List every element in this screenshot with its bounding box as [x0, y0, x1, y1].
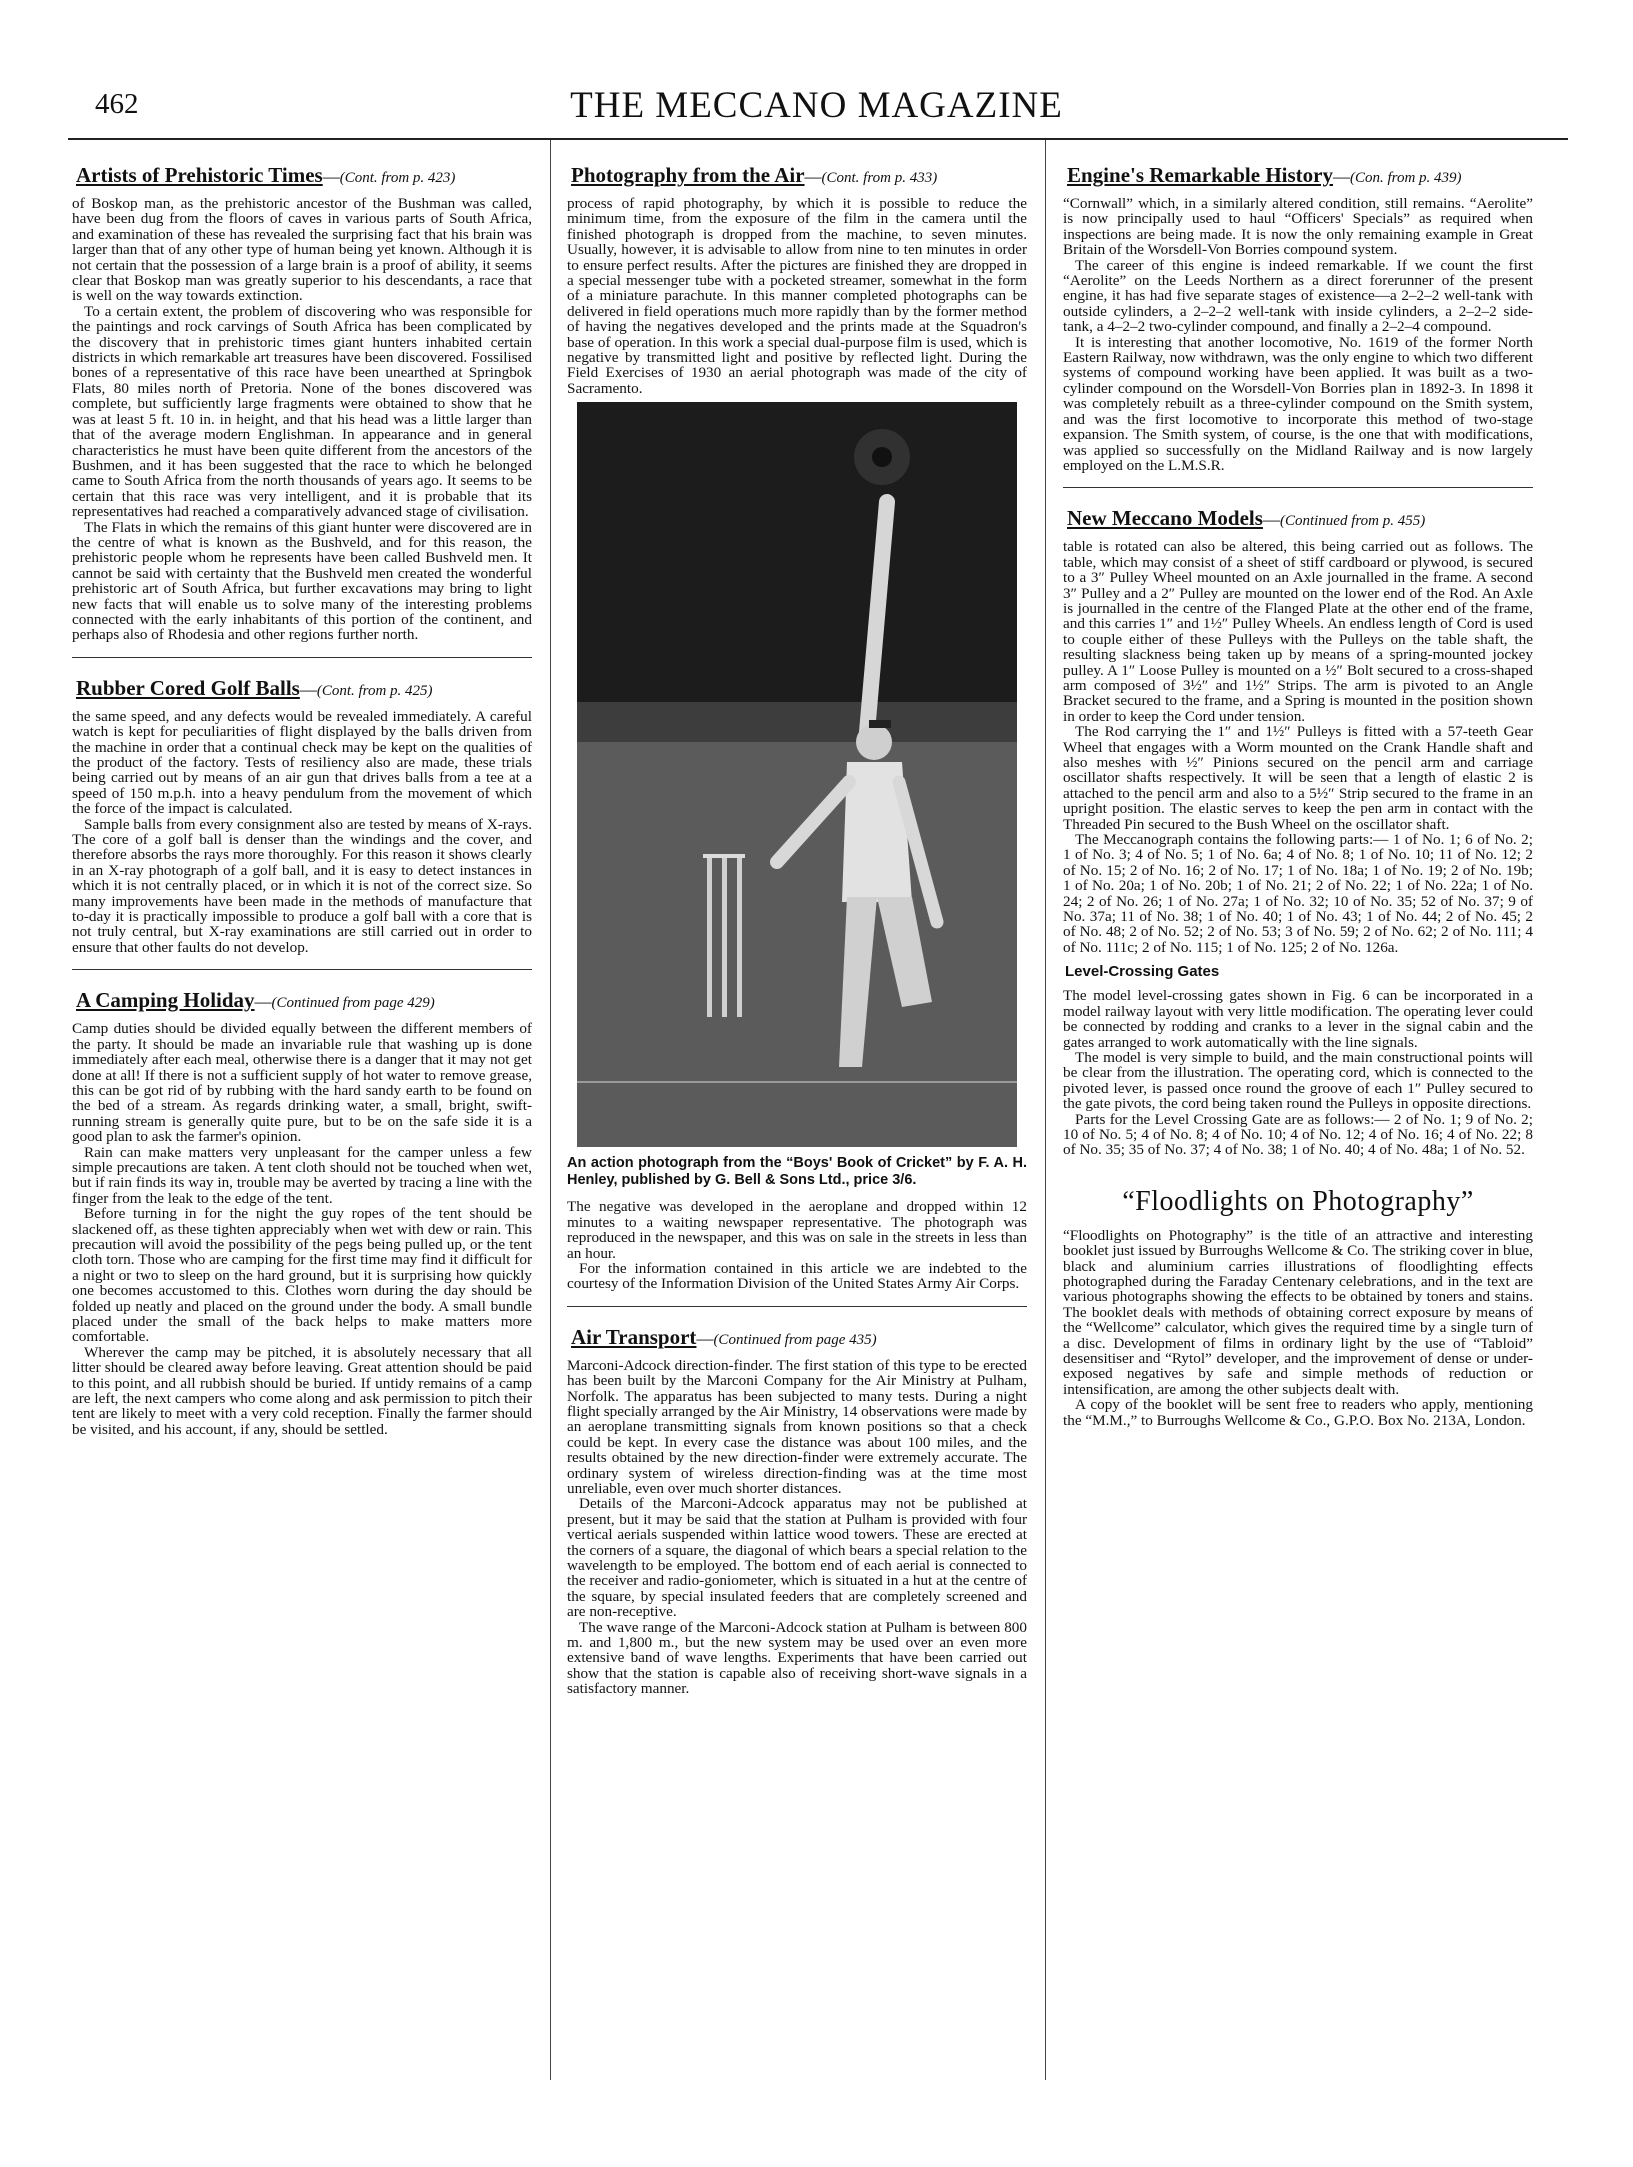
paragraph: Details of the Marconi-Adcock apparatus may not be published at present, but it may be said that the station at Pulham is provided with four vertical aerials suspended within lattice wood towers. These are erected at the corners of a square, the diagonal of which bears a special relation to the wavelength to be employed. The bottom end of each aerial is connected to the receiver and radio-goniometer, which is situated in a hut at the centre of the square, by special insulated feeders that are completely screened and are non-receptive. [567, 1495, 1027, 1621]
paragraph: The wave range of the Marconi-Adcock station at Pulham is between 800 m. and 1,800 m., but the new system may be used over an even more extensive band of wave lengths. Experiments that have been carried out show that the station is capable also of receiving short-wave signals in a satisfactory manner. [567, 1618, 1027, 1698]
paragraph: Before turning in for the night the guy ropes of the tent should be slackened off, as these tighten appreciably when wet with dew or rain. This precaution will avoid the possibility of the pegs being pulled up, or the tent cloth torn. Those who are camping for the first time may find it difficult for a night or two to sleep on the hard ground, but it is surprising how quickly one becomes accustomed to this. Clothes worn during the day should be folded up neatly and placed on the ground under the body. A small bundle placed under the small of the back helps to make matters more comfortable. [72, 1205, 532, 1346]
article-title: Engine's Remarkable History—(Con. from p. 439) [1067, 163, 1462, 187]
article-body [72, 1021, 532, 1437]
article-title: “Floodlights on Photography” [1122, 1185, 1474, 1217]
article-body [1063, 1228, 1533, 1428]
magazine-title: THE MECCANO MAGAZINE [570, 85, 1063, 126]
article-body [1063, 196, 1533, 473]
paragraph: The negative was developed in the aeroplane and dropped within 12 minutes to a waiting newspaper representative. The photograph was reproduced in the newspaper, and this was on sale in the streets in less than an hour. [567, 1198, 1027, 1262]
article-title: Rubber Cored Golf Balls—(Cont. from p. 425) [76, 675, 433, 700]
paragraph: The career of this engine is indeed remarkable. If we count the first “Aerolite” on the Leeds Northern as a direct forerunner of the present engine, it has had five separate stages of existence—a 2–2–2 well-tank with outside cylinders, a 2–2–2 well-tank with inside cylinders, a 2–2–2 side-tank, a 4–2–2 two-cylinder compound, and finally a 2–2–4 compound. [1063, 256, 1533, 336]
photo-caption: An action photograph from the “Boys' Book of Cricket” by F. A. H. Henley, published by G. Bell & Sons Ltd., price 3/6. [567, 1155, 1027, 1189]
paragraph: A copy of the booklet will be sent free to readers who apply, mentioning the “M.M.,” to Burroughs Wellcome & Co., G.P.O. Box No. 213A, London. [1063, 1396, 1533, 1429]
paragraph: For the information contained in this article we are indebted to the courtesy of the Information Division of the United States Army Air Corps. [567, 1259, 1027, 1293]
article-golf-balls [72, 676, 532, 971]
column-middle [567, 145, 1027, 2075]
masthead-rule [68, 138, 1568, 140]
page-number: 462 [95, 88, 139, 120]
article-body [1063, 539, 1533, 955]
section-rule [1063, 487, 1533, 488]
cricket-bowler-photo [577, 402, 1017, 1147]
article-artists-prehistoric [72, 163, 532, 658]
article-title: Photography from the Air—(Cont. from p. 433) [571, 163, 938, 187]
paragraph: It is interesting that another locomotive, No. 1619 of the former North Eastern Railway, now withdrawn, was the only engine to which two different systems of compound working have been applied. It was built as a two-cylinder compound on the Worsdell-Von Borries plan in 1892-3. In 1898 it was completely rebuilt as a three-cylinder compound on the Smith system, and was the first locomotive to incorporate this method of two-stage expansion. The Smith system, of course, is the one that with modifications, was applied so successfully on the Midland Railway and is now largely employed on the L.M.S.R. [1063, 333, 1533, 474]
article-body [72, 709, 532, 956]
paragraph: Marconi-Adcock direction-finder. The first station of this type to be erected has been built by the Marconi Company for the Air Ministry at Pulham, Norfolk. The apparatus has been subjected to many tests. During a night flight specially arranged by the Air Ministry, 14 observations were made by an aeroplane transmitting signals from known positions so that a check could be kept. In every case the distance was about 100 miles, and the results obtained by the new direction-finder were extremely accurate. The ordinary system of wireless direction-finding was at the time most unreliable, even over much shorter distances. [567, 1356, 1027, 1497]
article-air-transport [567, 1325, 1027, 1697]
paragraph: Parts for the Level Crossing Gate are as follows:— 2 of No. 1; 9 of No. 2; 10 of No. 5; 4 of No. 8; 4 of No. 10; 4 of No. 12; 4 of No. 16; 4 of No. 22; 8 of No. 35; 35 of No. 37; 4 of No. 38; 1 of No. 40; 4 of No. 48a; 1 of No. 52. [1063, 1110, 1533, 1159]
paragraph: “Cornwall” which, in a similarly altered condition, still remains. “Aerolite” is now principally used to haul “Officers' Specials” as required when inspections are being made. It is now the only remaining example in Great Britain of the Worsdell-Von Borries compound system. [1063, 195, 1533, 259]
photo-illustration [577, 402, 1017, 1147]
paragraph: Camp duties should be divided equally between the different members of the party. It should be made an invariable rule that washing up is done immediately after each meal, otherwise there is a danger that it may not get done at all! If there is not a sufficient supply of hot water to remove grease, this can be got rid of by rubbing with the hard sandy earth to be found on the bed of a stream. As regards drinking water, a small, bright, swift-running stream is generally quite pure, but to be on the safe side it is a good plan to ask the farmer's opinion. [72, 1020, 532, 1146]
article-photography-from-air [567, 163, 1027, 1307]
article-title: Air Transport—(Continued from page 435) [571, 1324, 877, 1349]
article-floodlights [1063, 1186, 1533, 1428]
paragraph: The Flats in which the remains of this giant hunter were discovered are in the centre of what is known as the Bushveld, and for this reason, the prehistoric people whom he represents have been called Bushveld men. It cannot be said with certainty that the Bushveld men created the wonderful prehistoric art of South Africa, but further excavations may bring to light new facts that will enable us to solve many of the interesting problems connected with the early inhabitants of this portion of the continent, and perhaps also of Rhodesia and other regions further north. [72, 518, 532, 644]
paragraph: the same speed, and any defects would be revealed immediately. A careful watch is kept for peculiarities of flight displayed by the balls driven from the machine in order that a continual check may be kept on the qualities of the product of the factory. Tests of resiliency also are made, these trials being carried out by means of an air gun that drives balls from a tee at a speed of 150 m.p.h. into a heavy pendulum from the movement of which the force of the impact is calculated. [72, 707, 532, 818]
article-body [72, 196, 532, 643]
paragraph: Rain can make matters very unpleasant for the camper unless a few simple precautions are taken. A tent cloth should not be touched when wet, but if rain finds its way in, trouble may be averted by tracing a line with the finger from the leak to the edge of the tent. [72, 1143, 532, 1207]
article-title: Artists of Prehistoric Times—(Cont. from p. 423) [76, 163, 456, 187]
article-engine-history [1063, 163, 1533, 488]
paragraph: The Rod carrying the 1″ and 1½″ Pulleys is fitted with a 57-teeth Gear Wheel that engages with a Worm mounted on the Crank Handle shaft and also meshes with ½″ Pinions secured on the pencil arm and carriage oscillator shafts respectively. It will be seen that a length of elastic 2 is attached to the pencil arm and also to a 5½″ Strip secured to the frame in an upright position. The elastic serves to keep the pen arm in contact with the Threaded Pin secured to the Bush Wheel on the oscillator shaft. [1063, 723, 1533, 833]
paragraph: To a certain extent, the problem of discovering who was responsible for the paintings and rock carvings of South Africa has been complicated by the discovery that in prehistoric times giant hunters inhabited certain districts in which remarkable art treasures have been discovered. Fossilised bones of a representative of this race have been unearthed at Springbok Flats, 80 miles north of Pretoria. None of the bones discovered was complete, but sufficiently large fragments were obtained to show that he was at least 5 ft. 10 in. in height, and that his head was a little larger than that of the average modern Englishman. In appearance and in general characteristics he must have been quite different from the ancestors of the Bushmen, and it has been suggested that the race to which he belonged came to South Africa from the north thousands of years ago. It seems to be certain that this race was very intelligent, and it is probable that its representatives had reached a comparatively advanced stage of civilisation. [72, 302, 532, 521]
subheading-level-crossing: Level-Crossing Gates [1065, 963, 1220, 981]
paragraph: Wherever the camp may be pitched, it is absolutely necessary that all litter should be cleared away before leaving. Great attention should be paid to this point, and all rubbish should be buried. If untidy remains of a camp are left, the next campers who come along and ask permission to pitch their tent are likely to meet with a very cold reception. Finally the farmer should be visited, and his account, if any, should be settled. [72, 1343, 532, 1438]
article-body-level-crossing [1063, 988, 1533, 1157]
paragraph: Sample balls from every consignment also are tested by means of X-rays. The core of a golf ball is denser than the windings and the cover, and therefore absorbs the rays more thoroughly. For this reason it shows clearly in an X-ray photograph of a golf ball, and it is easy to detect instances in which it is not centrally placed, or in which it is not of the correct size. So many improvements have been made in the methods of manufacture that to-day it is practically impossible to produce a golf ball with a core that is not truly central, but X-ray examinations are still carried out in order to ensure that other faults do not develop. [72, 815, 532, 956]
column-right [1063, 145, 1533, 2075]
column-left [72, 145, 532, 2075]
paragraph: The Meccanograph contains the following parts:— 1 of No. 1; 6 of No. 2; 1 of No. 3; 4 of No. 5; 1 of No. 6a; 4 of No. 8; 1 of No. 10; 11 of No. 12; 2 of No. 15; 2 of No. 16; 2 of No. 17; 1 of No. 18a; 1 of No. 19; 2 of No. 19b; 1 of No. 20a; 1 of No. 20b; 1 of No. 21; 2 of No. 22; 1 of No. 22a; 1 of No. 24; 2 of No. 26; 1 of No. 27a; 1 of No. 32; 10 of No. 35; 52 of No. 37; 9 of No. 37a; 11 of No. 38; 1 of No. 40; 1 of No. 43; 1 of No. 44; 2 of No. 45; 2 of No. 48; 2 of No. 52; 2 of No. 53; 3 of No. 59; 2 of No. 62; 2 of No. 111; 4 of No. 111c; 2 of No. 115; 1 of No. 125; 2 of No. 126a. [1063, 831, 1533, 956]
article-body [567, 1358, 1027, 1697]
column-divider [1045, 140, 1046, 2080]
column-divider [550, 140, 551, 2080]
article-camping-holiday [72, 988, 532, 1437]
section-rule [567, 1306, 1027, 1307]
paragraph: process of rapid photography, by which it is possible to reduce the minimum time, from the exposure of the film in the camera until the finished photograph is dropped from the machine, to seven minutes. Usually, however, it is advisable to allow from nine to ten minutes in order to ensure perfect results. After the pictures are finished they are dropped in a special messenger tube with a pocketed streamer, somewhat in the form of a miniature parachute. In this manner completed photographs can be delivered in field operations much more rapidly than by the former method of having the negatives developed and the prints made at the Squadron's base of operation. In this work a special dual-purpose film is used, which is negative by transmitted light and positive by reflected light. During the Field Exercises of 1930 an aerial photograph was made of the city of Sacramento. [567, 195, 1027, 397]
section-rule [72, 657, 532, 658]
article-title: A Camping Holiday—(Continued from page 429) [76, 988, 435, 1013]
article-body [567, 196, 1027, 396]
paragraph: of Boskop man, as the prehistoric ancestor of the Bushman was called, have been dug from the floors of caves in various parts of South Africa, and examination of these has revealed the surprising fact that his brain was larger than that of any other type of human being yet known. Although it is not certain that the possession of a large brain is a proof of ability, it seems clear that Boskop man was greatly superior to his descendants, a race that is well on the way towards extinction. [72, 195, 532, 305]
paragraph: “Floodlights on Photography” is the title of an attractive and interesting booklet just issued by Burroughs Wellcome & Co. The striking cover in blue, black and aluminium carries illustrations of floodlighting effects photographed during the Faraday Centenary celebrations, and in the text are various photographs showing the effects to be obtained by toners and stains. The booklet deals with methods of obtaining correct exposure by means of the “Wellcome” calculator, which gives the required time by a single turn of a disc. Development of films in ordinary light by the use of “Tabloid” desensitiser and “Rytol” developer, and the improvement of dense or under-exposed negatives by safe and simple methods of reduction or intensification, are among the other subjects dealt with. [1063, 1226, 1533, 1398]
section-rule [72, 969, 532, 970]
article-title: New Meccano Models—(Continued from p. 455) [1067, 506, 1426, 531]
article-body-continued [567, 1199, 1027, 1291]
paragraph: The model level-crossing gates shown in Fig. 6 can be incorporated in a model railway layout with very little modification. The operating lever could be connected by rodding and cranks to a lever in the signal cabin and the gates arranged to work automatically with the line signals. [1063, 987, 1533, 1051]
article-new-meccano-models [1063, 506, 1533, 1157]
paragraph: The model is very simple to build, and the main constructional points will be clear from the illustration. The operating cord, which is connected to the pivoted lever, is passed once round the groove of each 1″ Pulley secured to the gate pivots, the cord being taken round the Pulleys in opposite directions. [1063, 1048, 1533, 1113]
paragraph: table is rotated can also be altered, this being carried out as follows. The table, which may consist of a sheet of stiff cardboard or plywood, is secured to a 3″ Pulley Wheel mounted on an Axle journalled in the frame. A second 3″ Pulley and a 2″ Pulley are mounted on the lower end of the Rod. An Axle is journalled in the centre of the Flanged Plate at the other end of the frame, and this carries 1″ and 1½″ Pulley Wheels. An endless length of Cord is used to couple either of these Pulleys with the Pulleys on the table shaft, the resulting slackness being taken up by means of a spring-mounted jockey pulley. A 1″ Loose Pulley is mounted on a ½″ Bolt secured to a cross-shaped arm composed of 3½″ and 1½″ Strips. The arm is pivoted to an Angle Bracket secured to the frame, and a Spring is mounted in the position shown in order to keep the Cord under tension. [1063, 538, 1533, 725]
